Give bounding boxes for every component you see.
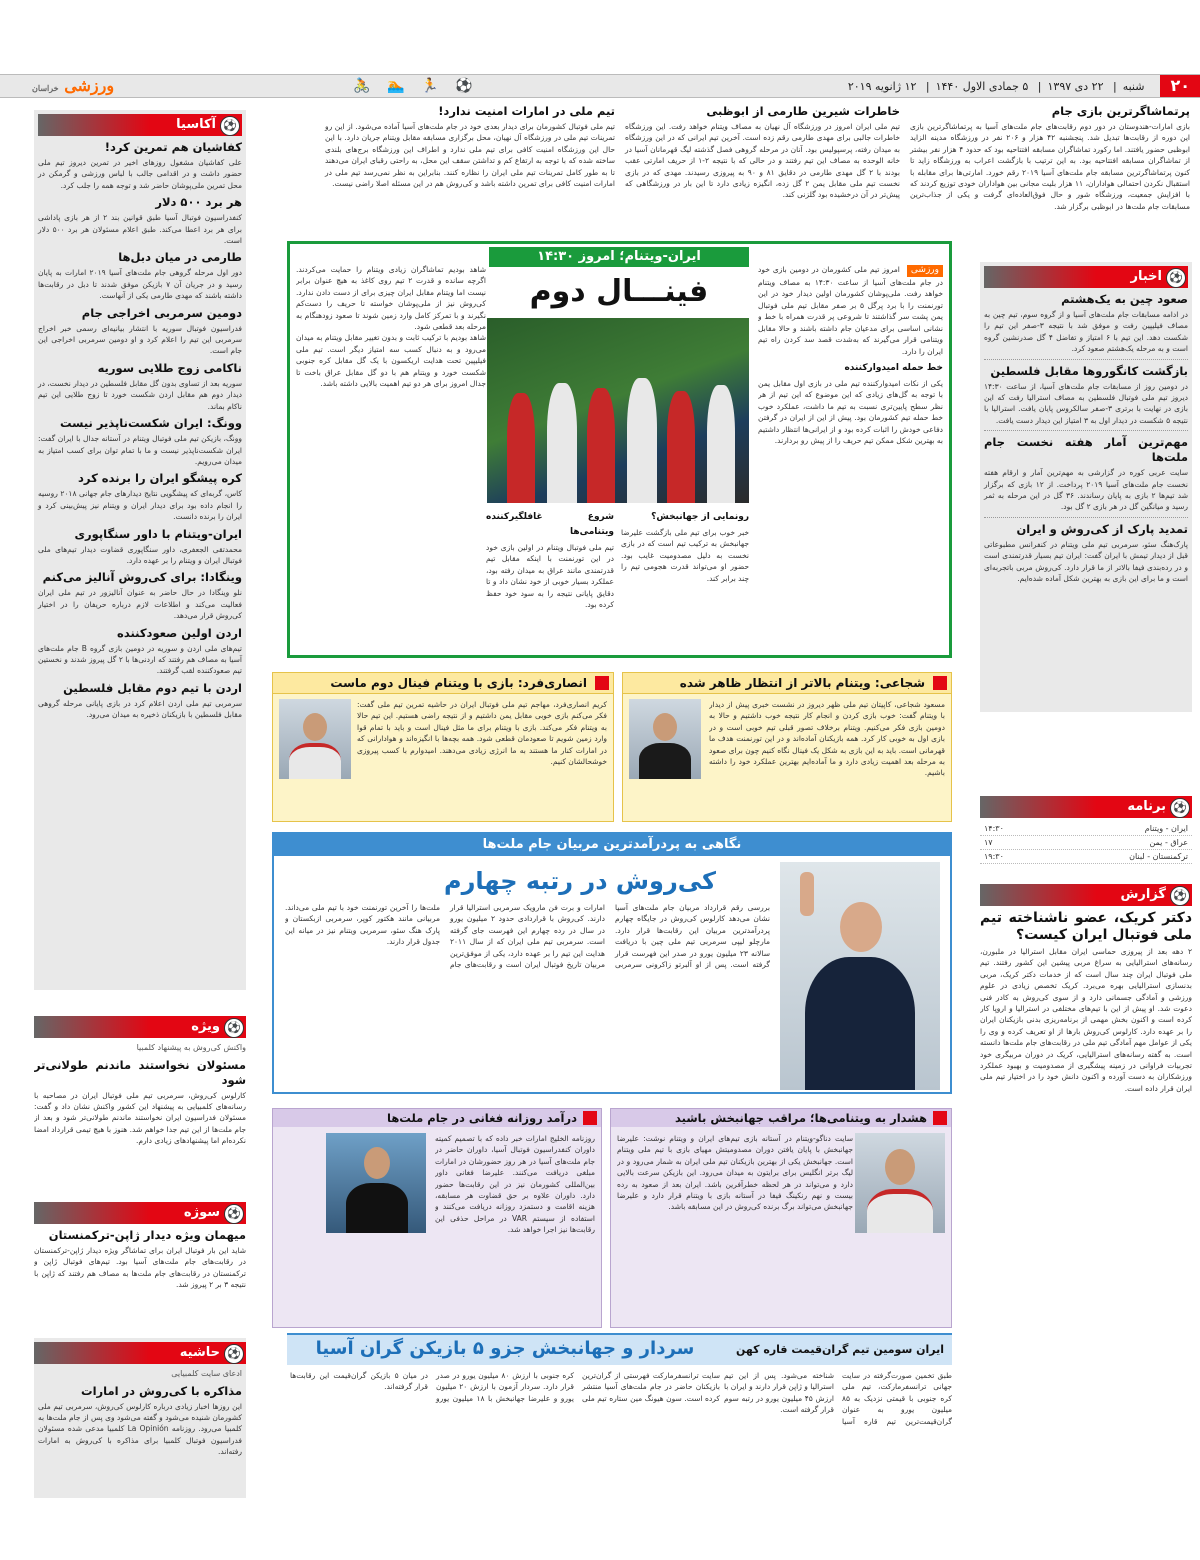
kicker: واکنش کی‌روش به پیشنهاد کلمبیا [136,1043,246,1052]
football-icon: ⚽ [220,116,240,136]
body-text: شاهد بودیم تماشاگران زیادی ویتنام را حمایت می‌کردند. اگرچه سانده و قدرت ۲ تیم روی کاغذ به هیچ عنوان برابر نیست اما ویتنام مقابل ایران چیزی برای از دست دادن ندارد. کی‌روش نیز از ملی‌پوشان خواسته تا حریف را دست‌کم نگیرند و با تمرکز کامل وارد زمین شوند تا صعود زودهنگام به مرحله بعد قطعی شود. [296,265,486,332]
special-box [34,1012,246,1192]
schedule-row: ایران - ویتنام ۱۴:۳۰ [980,822,1192,836]
headline: خاطرات شیرین طارمی از ابوظبی [706,104,900,118]
headline: پرتماشاگرترین بازی جام [1051,104,1190,118]
page-number: ۲۰ [1160,75,1200,97]
top-article-1 [910,100,1190,212]
faghani-photo [326,1133,426,1233]
news-body: فدراسیون فوتبال سوریه با انتشار بیانیه‌ای رسمی خبر اخراج سرمربی این تیم را اعلام کرد و او دومین سرمربی اخراجی این جام است. [38,323,242,356]
main-col-mid-left [486,506,614,651]
football-icon: ⚽ [224,1018,244,1038]
ansarifard-box [272,672,614,822]
section-header-sooreh: ⚽ سوژه [34,1202,246,1224]
sidelines-body: این روزها اخبار زیادی درباره کارلوس کی‌روش، سرمربی تیم ملی کشورمان شنیده می‌شود و گفته می‌شود وی پس از جام ملت‌ها به کلمبیا می‌رود. روزنامه La Opinión کلمبیا مدعی شده مسئولان فدراسیون فوتبال کلمبیا برای مذاکره با کی‌روش به امارات رفته‌اند. [38,1401,243,1457]
team-photo [487,318,749,503]
shojaei-photo [629,699,701,779]
lead-text: امروز تیم ملی کشورمان در دومین بازی خود در جام ملت‌های آسیا از ساعت ۱۴:۳۰ به مصاف ویتنام خواهد رفت. ملی‌پوشان کشورمان اولین دیدار خود در این تورنمنت را با برد پرگل ۵ بر صفر مقابل تیم ملی فوتبال یمن پشت سر گذاشتند تا شروعی پر قدرت همراه با خط و نشانی اساسی برای مدعیان جام داشته باشند و حالا مقابل ویتنامی قرار می‌گیرند که به‌شدت قصد سد کردن راه تیم ایران را دارد. [758,265,943,356]
body-text: خبر خوب برای تیم ملی بازگشت علیرضا جهانبخش به ترکیب تیم است که در بازی نخست به دلیل مصدومیت غایب بود. حضور او می‌تواند قدرت هجومی تیم را چند برابر کند. [621,528,749,583]
news-title: اردن اولین صعودکننده [117,625,242,640]
date-solar: ۲۲ دی ۱۳۹۷ [1047,79,1104,93]
subject-body: شاید این بار فوتبال ایران برای تماشاگر ویژه دیدار ژاپن-ترکمنستان در رقابت‌های جام ملت‌های آسیا بود. تیم‌های فوتبال ژاپن و ترکمنستان در رقابت‌های جام ملت‌ها به مصاف هم رفتند که ژاپن با نتیجه ۳ بر ۲ پیروز شد. [34,1246,246,1290]
special-body: کارلوس کی‌روش، سرمربی تیم ملی فوتبال ایران در مصاحبه با رسانه‌های کلمبیایی به پیشنهاد این کشور واکنش نشان داد و گفت: مسئولان فدراسیون ایران نخواستند ماندنم طولانی‌تر شود و بعد از جام ملت‌ها از این تیم جدا خواهم شد. هنوز با هیچ تیمی قرارداد امضا نکرده‌ام اما پیشنهادهای زیادی دارم. [34,1090,246,1146]
box-body: روزنامه الخلیج امارات خبر داده که با تصمیم کمیته داوران کنفدراسیون فوتبال آسیا، داوران حاضر در جام ملت‌های آسیا در هر روز حضورشان در امارات مبلغی دریافت می‌کنند. علیرضا فغانی داور بین‌المللی کشورمان نیز در این رقابت‌ها حضور دارد. داوران علاوه بر حق قضاوت هر مسابقه، هزینه اقامت و دستمزد روزانه دریافت می‌کنند و استفاده از سیستم VAR در مراحل حذفی این رقابت‌ها نیز اجرا خواهد شد. [435,1134,595,1235]
hoshdar-box [610,1108,952,1328]
main-story [287,241,952,658]
section-header-vijeh: ⚽ ویژه [34,1016,246,1038]
main-title: فینـــال دوم [529,274,709,309]
day: شنبه [1122,79,1145,93]
box-body: سایت دناگو-ویتنام در آستانه بازی تیم‌های ایران و ویتنام نوشت: علیرضا جهانبخش با پایان یافتن دوران مصدومیتش مهیای بازی با تیم ملی ویتنام است. جهانبخش یکی از بهترین بازیکنان تیم ملی ایران به شمار می‌رود و در لیگ برتر انگلیس برای برایتون به میدان می‌رود. این بازیکن سرعت بالایی دارد و می‌تواند در هر لحظه خطرآفرین باشد. ایران بعد از صعود به رده بیست و نهم رنکینگ فیفا در آستانه بازی با ویتنام قرار دارد و علیرضا جهانبخش می‌تواند برگ برنده کی‌روش در این مسابقه باشد. [617,1134,853,1212]
news-title: صعود چین به یک‌هشتم [1061,292,1188,306]
report-body: ۲ دهه بعد از پیروزی حماسی ایران مقابل استرالیا در ملبورن، رسانه‌های استرالیایی به سراغ مربی پیشین این کشور رفتند. تیم ملی فوتبال ایران چند سال است که از خدمات دکتر کریک، مربی بدنسازی استرالیایی بهره می‌برد. کریک تخصص زیادی در علوم ورزشی و آمادگی جسمانی دارد و از سوی کی‌روش به کادر فنی دعوت شد. او پیش از این با تیم‌های مختلفی در استرالیا و اروپا کار کرده است و اکنون بخش مهمی از برنامه‌ریزی بدنی بازیکنان ایران را بر عهده دارد. کارلوس کی‌روش بارها از او تعریف کرده و وی را یکی از عوامل مهم آمادگی تیم ملی در رقابت‌های جام ملت‌ها دانسته است. به گفته رسانه‌های استرالیایی، کریک در دوران مربیگری خود تجربیات فراوانی در زمینه پیشگیری از مصدومیت و بهبود عملکرد ورزشکاران به دست آورده و اکنون دانش خود را در اختیار تیم ملی ایران قرار داده است. [980,947,1192,1093]
bottom-left-body: طبق تخمین صورت‌گرفته در سایت جهانی ترانسفرمارکت، تیم ملی کره جنوبی با قیمتی نزدیک به ۸۵ میلیون یورو به عنوان گران‌قیمت‌ترین تیم قاره آسیا شناخته می‌شود. پس از این تیم استرالیا و ژاپن قرار دارند و ایران با ارزش ۴۵ میلیون یورو در رتبه سوم قرار گرفته است. [724,1371,952,1426]
sidelines-title: مذاکره با کی‌روش در امارات [81,1383,242,1398]
subheading: خط حمله امیدوارکننده [844,363,943,373]
article-body: تیم ملی فوتبال کشورمان برای دیدار بعدی خود در جام ملت‌های آسیا آماده می‌شود. از این رو تمرینات تیم ملی در ورزشگاه آل نهیان، محل برگزاری مسابقه مقابل ویتنام جریان دارد. با این حال این ورزشگاه امنیت کافی برای تیم ملی ندارد و اطراف این ورزشگاه برج‌های بلندی ساخته شده که با توجه به ارتفاع کم و تداشتن سقف این محل، به راحتی رقبای ایران می‌دهند تا به طور کامل تمرینات تیم ملی ایران را نظاره کنند. بنابراین به نظر نمی‌رسد تیم ملی در امارات امنیت کافی برای تمرین داشته باشد و کی‌روش هم در این مسئله اصلا راضی نیست. [325,122,615,189]
news-body: تیم‌های ملی اردن و سوریه در دومین بازی گروه B جام ملت‌های آسیا به مصاف هم رفتند که اردنی‌ها با ۲ گل پیروز شدند و نخستین تیم صعودکننده لقب گرفتند. [38,643,243,676]
daramad-box [272,1108,602,1328]
top-article-2 [625,100,900,201]
article-body: بازی امارات-هندوستان در دور دوم رقابت‌های جام ملت‌های آسیا به پرتماشاگرترین بازی این دوره از رقابت‌ها تبدیل شد. پنجشنبه ۴۲ هزار و ۲۰۶ نفر در ورزشگاه مدینه الزاید ابوظبی حضور یافتند. اما رکورد تماشاگران مسابقه افتتاحیه بود که حدود ۴ هزار نفر بیشتر از تماشاگران مسابقه افتتاحیه بود. به این ترتیب با بازگشت اعراب به ورزشگاه زاید تا کنون پرتماشاگرترین مسابقه جام ملت‌های آسیا ۲۰۱۹ رقم خورد. امارتی‌ها برای مقابله با استقبال نکردن احتمالی هواداران، ۱۱ هزار بلیت مجانی بین هواداران خودی توزیع کردند که با افزایش جمعیت، ورزشگاه شور و حال فوق‌العاده‌ای گرفت و یکی از جذاب‌ترین مسابقات جام ملت‌ها در ابوظبی برگزار شد. [910,122,1191,211]
news-title: هر برد ۵۰۰ دلار [155,195,242,210]
logo-small: خراسان [32,83,59,93]
news-body: دور اول مرحله گروهی جام ملت‌های آسیا ۲۰۱۹ امارات به پایان رسید و در جریان آن ۷ بازیکن موفق شدند تا دبل در رقابت‌ها داشته باشند که مهدی طارمی یکی از آنهاست. [38,268,242,301]
queiroz-photo [780,862,940,1090]
bottom-main-title: سردار و جهانبخش جزو ۵ بازیکن گران آسیا [315,1338,695,1359]
football-icon: ⚽ [1166,268,1186,288]
bottom-banner [287,1333,952,1365]
section-header-akasia: ⚽ آکاسیا [38,114,242,136]
jahanbakhsh-photo [855,1133,945,1233]
news-body: در دومین روز از مسابقات جام ملت‌های آسیا، از ساعت ۱۴:۳۰ دیروز تیم ملی فوتبال فلسطین به مصاف استرالیا رفت که این بازی در نهایت با برتری ۳-صفر سالکروس پایان یافت. استرالیا با نتیجه ۵ شکست در دیدار اول به ۳ امتیاز این دیدار دست یافت. [984,381,1188,425]
queiroz-title: کی‌روش در رتبه چهارم [443,867,717,895]
football-icon: ⚽ [224,1204,244,1224]
news-body: کنفدراسیون فوتبال آسیا طبق قوانین بند ۲ از هر بازی پاداشی برای هر برد اعطا می‌کند. طبق اعلام مسئولان هر برد ۵۰۰ دلار است. [38,213,243,246]
subheading: شروع غافلگیرکننده ویتنامی‌ها [486,512,614,537]
box-body: مسعود شجاعی، کاپیتان تیم ملی ظهر دیروز در نشست خبری پیش از دیدار با ویتنام گفت: خوب بازی کردن و انجام کار نتیجه خوب داشتیم و حالا به دومین بازی فکر می‌کنیم. ویتنام برخلاف تصور قبلی تیم خوبی است و در بازی اول به خوبی کار کرد. همه بازیکنان آماده‌اند و در این تورنمنت هدف ما قهرمانی است. باید به این بازی به شکل یک فینال نگاه کنیم چون برای صعود به مرحله بعد اهمیت زیادی دارد و ما آماده‌ایم بهترین عملکرد خود را داشته باشیم. [709,700,945,778]
football-icon: ⚽ [1170,886,1190,906]
queiroz-box [272,832,952,1094]
box-body: کریم انصاری‌فرد، مهاجم تیم ملی فوتبال ایران در حاشیه تمرین تیم ملی گفت: فکر می‌کنم بازی خوبی مقابل یمن داشتیم و از نتیجه راضی هستیم. این تیم حالا به ویتنام فکر می‌کند. بازی با ویتنام برای ما مثل فینال است و باید با تمام قوا وارد زمین شویم تا صعودمان قطعی شود. همه بچه‌ها با انگیزه‌اند و هوادارانی که در امارات کنار ما هستند به ما انرژی زیادی می‌دهند. امیدوارم با کسب پیروزی خوشحالشان کنیم. [357,700,607,767]
section-header-barnameh: ⚽ برنامه [980,796,1192,818]
news-body: محمدتقی الجعفری، داور سنگاپوری قضاوت دیدار تیم‌های ملی فوتبال ایران و ویتنام را بر عهده دارد. [38,544,242,565]
dateline: شنبه| ۲۲ دی ۱۳۹۷| ۵ جمادی الاول ۱۴۴۰| ۱۲ ژانویه ۲۰۱۹ [847,79,1145,93]
football-icon: ⚽ [1170,798,1190,818]
headline: تیم ملی در امارات امنیت ندارد! [438,104,615,118]
football-icon: ⚽ [224,1344,244,1364]
queiroz-body: بررسی رقم قرارداد مربیان جام ملت‌های آسیا نشان می‌دهد کارلوس کی‌روش در جایگاه چهارم پردرآمدترین مربیان این رقابت‌ها قرار دارد. مارچلو لیپی سرمربی تیم ملی چین با دریافت سالانه ۲۳ میلیون یورو در صدر این فهرست قرار گرفته است. پس از او آلبرتو زاکرونی سرمربی امارات و برت فن مارویک سرمربی استرالیا قرار دارند. کی‌روش با قراردادی حدود ۲ میلیون یورو در سال در رده چهارم این فهرست جای گرفته است. سرمربی تیم ملی ایران که از سال ۲۰۱۱ هدایت این تیم را بر عهده دارد، یکی از موفق‌ترین مربیان تاریخ فوتبال ایران است و رقابت‌های جام ملت‌ها را آخرین تورنمنت خود با تیم ملی می‌داند. مربیانی مانند هکتور کوپر، سرمربی ازبکستان و پارک هنگ سئو، سرمربی ویتنام نیز در میانه این جدول قرار دارند. [285,903,770,970]
report-title: دکتر کریک، عضو ناشناخته تیم ملی فوتبال ایران کیست؟ [980,910,1192,943]
news-title: مهم‌ترین آمار هفته نخست جام ملت‌ها [984,435,1188,465]
ansarifard-photo [279,699,351,779]
schedule-box [980,792,1192,864]
date-lunar: ۵ جمادی الاول ۱۴۴۰ [935,79,1029,93]
news-title: بازگشت کانگوروها مقابل فلسطین [990,363,1188,378]
news-title: تمدید پارک از کی‌روش و ایران [1016,521,1188,536]
kicker: ادعای سایت کلمبیایی [171,1369,242,1378]
subject-box [34,1198,246,1333]
report-column [980,880,1192,1460]
logo [32,76,114,95]
box-body-extra [279,1239,429,1323]
section-header-hashieh: ⚽ حاشیه [34,1342,246,1364]
bottom-main-body: سایت ترانسفرمارکت فهرستی از گران‌ترین بازیکنان حاضر در جام ملت‌های آسیا منتشر کرده است. سون هیونگ مین ستاره تیم ملی کره جنوبی با ارزش ۸۰ میلیون یورو در صدر قرار دارد. سردار آزمون با ارزش ۲۰ میلیون یورو و علیرضا جهانبخش با ۱۸ میلیون یورو در میان ۵ بازیکن گران‌قیمت این رقابت‌ها قرار گرفته‌اند. [290,1371,720,1403]
body-text: شاهد بودیم با ترکیب ثابت و بدون تغییر مقابل ویتنام به میدان می‌رود و به دنبال کسب سه امتیاز دیگر است. تیم ملی فیلیپین تحت هدایت اریکسون با یک گل مقابل کره جنوبی شکست خورد و ویتنام هم با دو گل مقابل عراق باخت تا جدال امروز برای هر دو تیم اهمیت بالایی داشته باشد. [296,333,486,389]
news-column [980,262,1192,712]
article-body: تیم ملی ایران امروز در ورزشگاه آل نهیان به مصاف ویتنام خواهد رفت. این ورزشگاه خاطرات جالبی برای مهدی طارمی رقم زده است. آخرین تیم ایرانی که در این ورزشگاه به میدان رفته، پرسپولیس بود. آنان در مرحله گروهی فصل گذشته لیگ قهرمانان آسیا در خانه الوحده به مصاف این تیم رفتند و در حالی که با نتیجه ۲-۱ از حریف امارتی عقب بودند با ۲ گل مهدی طارمی در دقایق ۸۱ و ۹۰ به پیروزی رسیدند. مهدی که در بازی نخست تیم ملی مقابل یمن ۲ گل زده، انگیزه زیادی دارد تا این بار در ورزشگاهی که پیش‌تر در آن درخشیده بود گلزنی کند. [625,122,901,200]
sidelines-box [34,1338,246,1498]
news-body: علی کفاشیان مشغول روزهای اخیر در تمرین دیروز تیم ملی حضور داشت و در اقدامی جالب با لباس ورزشی و گرمکن در محل تمرین ملی‌پوشان حاضر شد و توجه همه را جلب کرد. [38,158,242,190]
news-title: کره پیشگو ایران را برنده کرد [78,471,242,486]
news-title: دومین سرمربی اخراجی جام [81,305,242,320]
match-banner: ایران-ویتنام؛ امروز ۱۴:۳۰ [489,247,749,267]
news-body: سوریه بعد از تساوی بدون گل مقابل فلسطین در دیدار نخست، در دیدار دوم هم مقابل اردن شکست خورد تا زوج طلایی این تیم ناکام بماند. [38,378,242,411]
subheading: رونمایی از جهانبخش؟ [651,512,749,522]
schedule-row: عراق - یمن ۱۷ [980,836,1192,850]
source-tag: ورزشی [907,265,943,277]
news-title: ناکامی زوج طلایی سوریه [97,360,242,375]
left-news-column [34,110,246,990]
news-title: وینگادا: برای کی‌روش آنالیز می‌کنم [42,570,242,585]
news-title: ایران-ویتنام با داور سنگاپوری [74,526,242,541]
news-title: اردن با تیم دوم مقابل فلسطین [63,680,242,695]
news-body: سایت عربی کوره در گزارشی به مهم‌ترین آمار و ارقام هفته نخست جام ملت‌های آسیا ۲۰۱۹ پرداخت. از ۱۲ بازی که برگزار شد تیم‌ها ۲ بازی به پایان رساندند. ۳۶ گل در این مرحله به ثمر رسید و میانگین گل در هر بازی ۲ گل بود. [984,468,1188,512]
news-title: کفاشیان هم تمرین کرد! [104,140,242,154]
body-text: تیم ملی فوتبال ویتنام در اولین بازی خود در این تورنمنت با اینکه مقابل تیم قدرتمندی مانند عراق به میدان رفته بود، عملکرد بسیار خوبی از خود نشان داد و تا دقایق پایانی نتیجه را به سود خود حفظ کرده بود. [486,543,614,610]
news-title: وونگ: ایران شکست‌ناپذیر نیست [59,416,242,431]
queiroz-banner: نگاهی به پردرآمدترین مربیان جام ملت‌ها [274,834,950,856]
box-title: درآمد روزانه فغانی در جام ملت‌ها [273,1109,601,1127]
main-col-mid-right [621,506,749,651]
news-body: نلو وینگادا در حال حاضر به عنوان آنالیزور در تیم ملی ایران فعالیت می‌کند و اطلاعات لازم درباره حریفان را در اختیار کی‌روش قرار می‌دهد. [38,588,242,621]
news-body: در ادامه مسابقات جام ملت‌های آسیا و از گروه سوم، تیم چین به مصاف فیلیپین رفت و موفق شد با نتیجه ۳-صفر این تیم را شکست دهد. این تیم با ۶ امتیاز و تفاضل ۴ گل صدرنشین گروه است و به مرحله یک‌هشتم صعود کرد. [984,310,1188,354]
top-article-3 [325,100,615,189]
section-header-akhbar: ⚽ اخبار [984,266,1188,288]
main-col-right [758,264,943,654]
subject-title: میهمان ویژه دیدار ژاپن-ترکمنستان [48,1228,246,1242]
schedule-row: ترکمنستان - لبنان ۱۹:۳۰ [980,850,1192,864]
sport-icons: ⚽ 🏃 🏊 🚴 [353,78,479,94]
news-body: پارک‌هنگ سئو، سرمربی تیم ملی ویتنام در کنفرانس مطبوعاتی قبل از دیدار تیمش با ایران گفت: ایران تیم بسیار قدرتمندی است و در رده‌بندی فیفا بالاتر از ما قرار دارد. کی‌روش مربی باتجربه‌ای است و ما برای این بازی به بهترین شکل آماده شده‌ایم. [984,539,1188,584]
news-body: سرمربی تیم ملی اردن اعلام کرد در بازی پایانی مرحله گروهی مقابل فلسطین با بازیکنان ذخیره به میدان می‌رود. [38,698,242,720]
bottom-left-title: ایران سومین تیم گران‌قیمت قاره کهن [735,1343,944,1356]
box-title: انصاری‌فرد: بازی با ویتنام فینال دوم ماست [273,673,613,694]
shojaei-box [622,672,952,822]
news-title: طارمی در میان دبل‌ها [118,250,242,265]
logo-text: ورزشی [64,76,115,95]
news-body: وونگ، بازیکن تیم ملی فوتبال ویتنام در آستانه جدال با ایران گفت: ایران شکست‌ناپذیر نیست و ما با تمام توان برای کسب امتیاز به میدان می‌رویم. [38,434,242,466]
special-title: مسئولان نخواستند ماندنم طولانی‌تر شود [34,1057,246,1087]
top-bar [0,74,1200,98]
section-header-gozaresh: ⚽ گزارش [980,884,1192,906]
date-greg: ۱۲ ژانویه ۲۰۱۹ [847,79,917,93]
main-col-left [296,264,486,654]
box-title: هشدار به ویتنامی‌ها؛ مراقب جهانبخش باشید [611,1109,951,1127]
body-text: یکی از نکات امیدوارکننده تیم ملی در بازی اول مقابل یمن با توجه به گل‌های زیادی که این موضوع که این تیم از هر نظر سطح پایین‌تری نسبت به تیم ما داشت، عملکرد خوب خط حمله تیم کشورمان بود. پیش از این از ایران در گرفتن دفاعی خودش را اثبات کرده بود و از ایرانی‌ها انتظار داشتیم به بهترین شکل ممکن تیم حریف را از پیش رو بردارند. [758,379,943,446]
box-title: شجاعی: ویتنام بالاتر از انتظار ظاهر شده [623,673,951,694]
news-body: کاس، گربه‌ای که پیشگویی نتایج دیدارهای جام جهانی ۲۰۱۸ روسیه را انجام داده بود برای دیدار ایران و ویتنام نیز پیش‌بینی کرد و ایران را برنده دانست. [38,489,242,522]
